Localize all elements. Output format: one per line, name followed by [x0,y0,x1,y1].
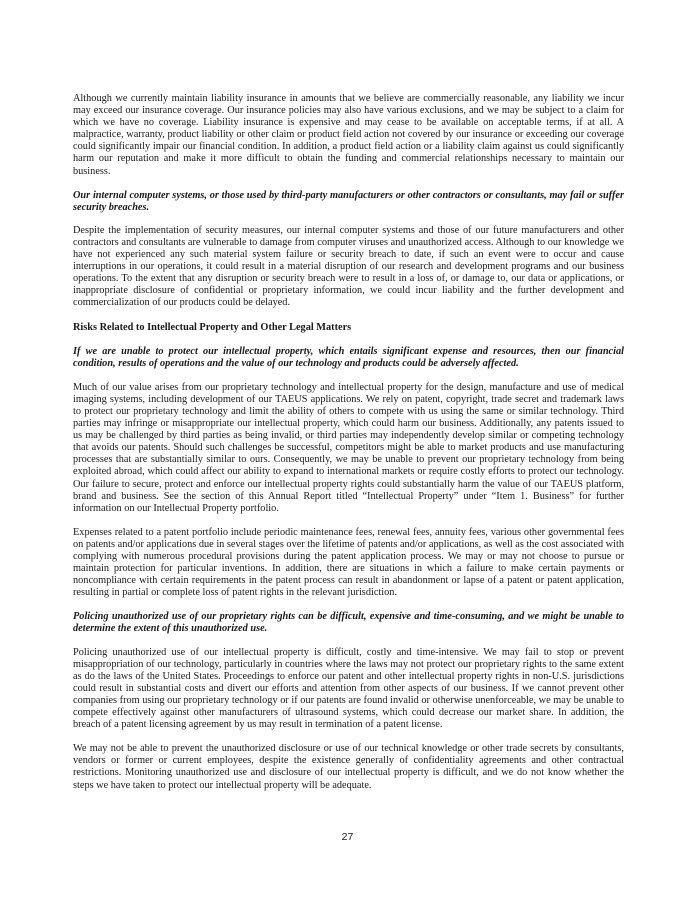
risk-heading-policing: Policing unauthorized use of our proprietary rights can be difficult, expensive and time-consuming, and we might be unable to determine the extent of this unauthorized use. [73,611,624,635]
section-heading-intellectual-property: Risks Related to Intellectual Property and Other Legal Matters [73,321,352,333]
paragraph-patent-expenses: Expenses related to a patent portfolio include periodic maintenance fees, renewal fees, annuity fees, various other governmental fees on patents and/or applications due in several stages over the lifetime of patents and/or applications, as well as the cost associated with complying with numerous procedural provisions during the patent application process. We may or may not choose to pursue or maintain protection for particular inventions. In addition, there are situations in which a failure to make certain payments or noncompliance with certain requirements in the patent process can result in abandonment or lapse of a patent or patent application, resulting in partial or complete loss of patent rights in the relevant jurisdiction. [73,526,624,599]
paragraph-liability-insurance: Although we currently maintain liability insurance in amounts that we believe are commercially reasonable, any liability we incur may exceed our insurance coverage. Our insurance policies may also have various exclusions, and we may be subject to a claim for which we have no coverage. Liability insurance is expensive and may cease to be available on acceptable terms, if at all. A malpractice, warranty, product liability or other claim or product field action not covered by our insurance or exceeding our coverage could significantly impair our financial condition. In addition, a product field action or a liability claim against us could significantly harm our reputation and make it more difficult to obtain the funding and commercial relationships necessary to maintain our business. [73,93,624,177]
paragraph-policing-unauthorized-use: Policing unauthorized use of our intellectual property is difficult, costly and time-intensive. We may fail to stop or prevent misappropriation of our technology, particularly in countries where the laws may not protect our proprietary rights to the same extent as do the laws of the United States. Proceedings to enforce our patent and other intellectual property rights in non-U.S. jurisdictions could result in substantial costs and divert our efforts and attention from other aspects of our business. If we cannot prevent other companies from using our proprietary technology or if our patents are found invalid or otherwise unenforceable, we may be unable to compete effectively against other manufacturers of ultrasound systems, which could decrease our market share. In addition, the breach of a patent licensing agreement by us may result in termination of a patent license. [73,646,624,731]
document-body [73,93,624,792]
paragraph-proprietary-technology: Much of our value arises from our proprietary technology and intellectual property for the design, manufacture and use of medical imaging systems, including development of our TAEUS applications. We rely on patent, copyright, trade secret and trademark laws to protect our proprietary technology and limit the ability of others to compete with us using the same or similar technology. Third parties may infringe or misappropriate our intellectual property, which could harm our business. Additionally, any patents issued to us may be challenged by third parties as being invalid, or third parties may independently develop similar or competing technology that avoids our patents. Should such challenges be successful, competitors might be able to market products and use manufacturing processes that are substantially similar to ours. Consequently, we may be unable to prevent our proprietary technology from being exploited abroad, which could affect our ability to expand to international markets or require costly efforts to protect our technology. Our failure to secure, protect and enforce our intellectual property rights could substantially harm the value of our TAEUS platform, brand and business. See the section of this Annual Report titled “Intellectual Property” under “Item 1. Business” for further information on our Intellectual Property portfolio. [73,381,624,514]
page-number: 27 [341,831,354,843]
risk-heading-computer-systems: Our internal computer systems, or those used by third-party manufacturers or other contractors or consultants, may fail or suffer security breaches. [73,189,624,213]
paragraph-trade-secrets: We may not be able to prevent the unauthorized disclosure or use of our technical knowledge or other trade secrets by consultants, vendors or former or current employees, despite the existence generally of confidentiality agreements and other contractual restrictions. Monitoring unauthorized use and disclosure of our intellectual property is difficult, and we do not know whether the steps we have taken to protect our intellectual property will be adequate. [73,743,624,791]
risk-heading-protect-ip: If we are unable to protect our intellectual property, which entails significant expense and resources, then our financial condition, results of operations and the value of our technology and products could be adversely affected. [73,345,624,369]
paragraph-security-measures: Despite the implementation of security measures, our internal computer systems and those of our future manufacturers and other contractors and consultants are vulnerable to damage from computer viruses and unauthorized access. Although to our knowledge we have not experienced any such material system failure or security breach to date, if such an event were to occur and cause interruptions in our operations, it could result in a material disruption of our research and development programs and our business operations. To the extent that any disruption or security breach were to result in a loss of, or damage to, our data or applications, or inappropriate disclosure of confidential or proprietary information, we could incur liability and the further development and commercialization of our products could be delayed. [73,224,624,309]
